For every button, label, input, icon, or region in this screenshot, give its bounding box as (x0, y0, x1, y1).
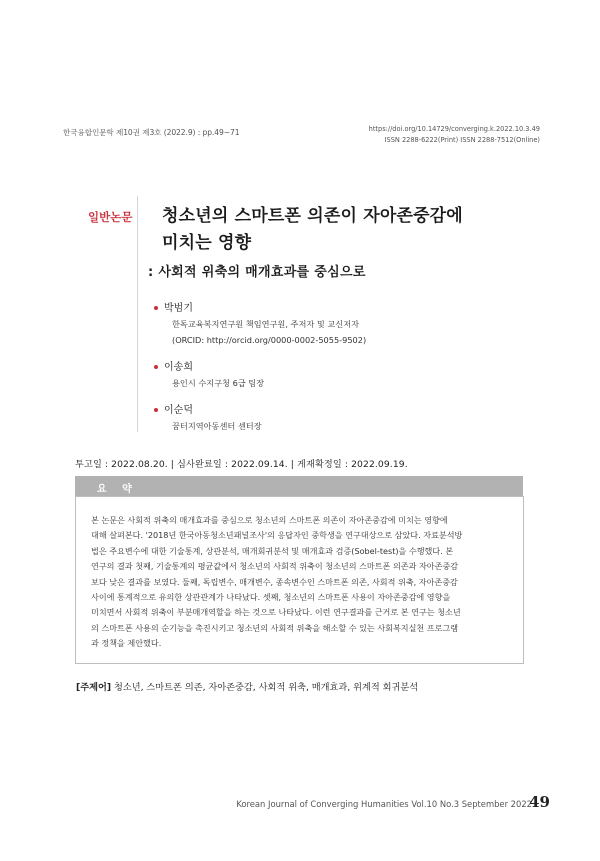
author-name: 이송희 (164, 362, 193, 373)
author-entry (164, 403, 366, 434)
abstract-text (91, 513, 512, 652)
author-name: 박범기 (164, 303, 193, 314)
abstract-line: 보다 낮은 결과를 보였다. 둘째, 독립변수, 매개변수, 종속변수인 스마트폰 의존, 사회적 위축, 자아존중감 (91, 576, 458, 587)
author-affiliation: 용인시 수지구청 6급 팀장 (172, 378, 265, 388)
page-number: 49 (529, 793, 550, 811)
abstract-line: 의 스마트폰 사용의 순기능을 촉진시키고 청소년의 사회적 위축을 해소할 수 있는 사회복지실천 프로그램 (91, 622, 459, 633)
abstract-line: 본 논문은 사회적 위축의 매개효과를 중심으로 청소년의 스마트폰 의존이 자아존중감에 미치는 영향에 (91, 515, 448, 525)
abstract-label: 요 약 (97, 484, 138, 495)
abstract-line: 미치면서 사회적 위축이 부분매개역할을 하는 것으로 나타났다. 이런 연구결과를 근거로 본 연구는 청소년 (91, 607, 461, 618)
abstract-line: 법은 주요변수에 대한 기술통계, 상관분석, 매개회귀분석 및 매개효과 검증(Sobel-test)을 수행했다. 본 (91, 545, 454, 556)
doi-link[interactable]: https://doi.org/10.14729/converging.k.2022.10.3.49 (368, 125, 540, 133)
abstract-line: 사이에 통계적으로 유의한 상관관계가 나타났다. 셋째, 청소년의 스마트폰 사용이 자아존중감에 영향을 (91, 592, 451, 603)
abstract-header-bar (75, 476, 523, 496)
keywords-text: 청소년, 스마트폰 의존, 자아존중감, 사회적 위축, 매개효과, 위계적 회귀분석 (113, 682, 419, 693)
title-line-2: 미치는 영향 (162, 233, 252, 253)
abstract-line: 연구의 결과 첫째, 기술통계의 평균값에서 청소년의 사회적 위축이 청소년의 스마트폰 의존과 자아존중감 (91, 561, 459, 572)
issn-text: ISSN 2288-6222(Print) ISSN 2288-7512(Online) (384, 136, 540, 144)
keywords-label: [주제어] (76, 682, 112, 693)
abstract-line: 과 정책을 제안했다. (91, 638, 162, 649)
article-subtitle: : 사회적 위축의 매개효과를 중심으로 (148, 265, 366, 280)
article-category: 일반논문 (88, 210, 133, 224)
author-list (164, 301, 366, 446)
author-entry (164, 301, 366, 348)
submission-dates: 투고일 : 2022.08.20. | 심사완료일 : 2022.09.14. | 게재확정일 : 2022.09.19. (75, 459, 408, 470)
article-title (162, 203, 463, 257)
journal-citation: 한국융합인문학 제10권 제3호 (2022.9) : pp.49~71 (63, 128, 240, 137)
bullet-icon (154, 408, 158, 412)
author-name: 이순덕 (164, 405, 193, 416)
footer-journal: Korean Journal of Converging Humanities Vol.10 No.3 September 2022 (236, 799, 532, 809)
author-affiliation: 꿈터지역아동센터 센터장 (172, 421, 262, 431)
bullet-icon (154, 306, 158, 310)
header-doi-block (369, 124, 540, 146)
author-entry (164, 360, 366, 391)
title-divider (137, 196, 138, 432)
bullet-icon (154, 365, 158, 369)
keywords (76, 679, 418, 693)
title-line-1: 청소년의 스마트폰 의존이 자아존중감에 (162, 206, 463, 226)
author-affiliation: 한독교육복지연구원 책임연구원, 주저자 및 교신저자 (172, 319, 360, 329)
abstract-line: 대해 살펴본다. '2018년 한국아동청소년패널조사'의 응답자인 중학생을 연구대상으로 삼았다. 자료분석방 (91, 530, 463, 541)
author-orcid[interactable]: (ORCID: http://orcid.org/0000-0002-5055-9502) (172, 335, 367, 345)
